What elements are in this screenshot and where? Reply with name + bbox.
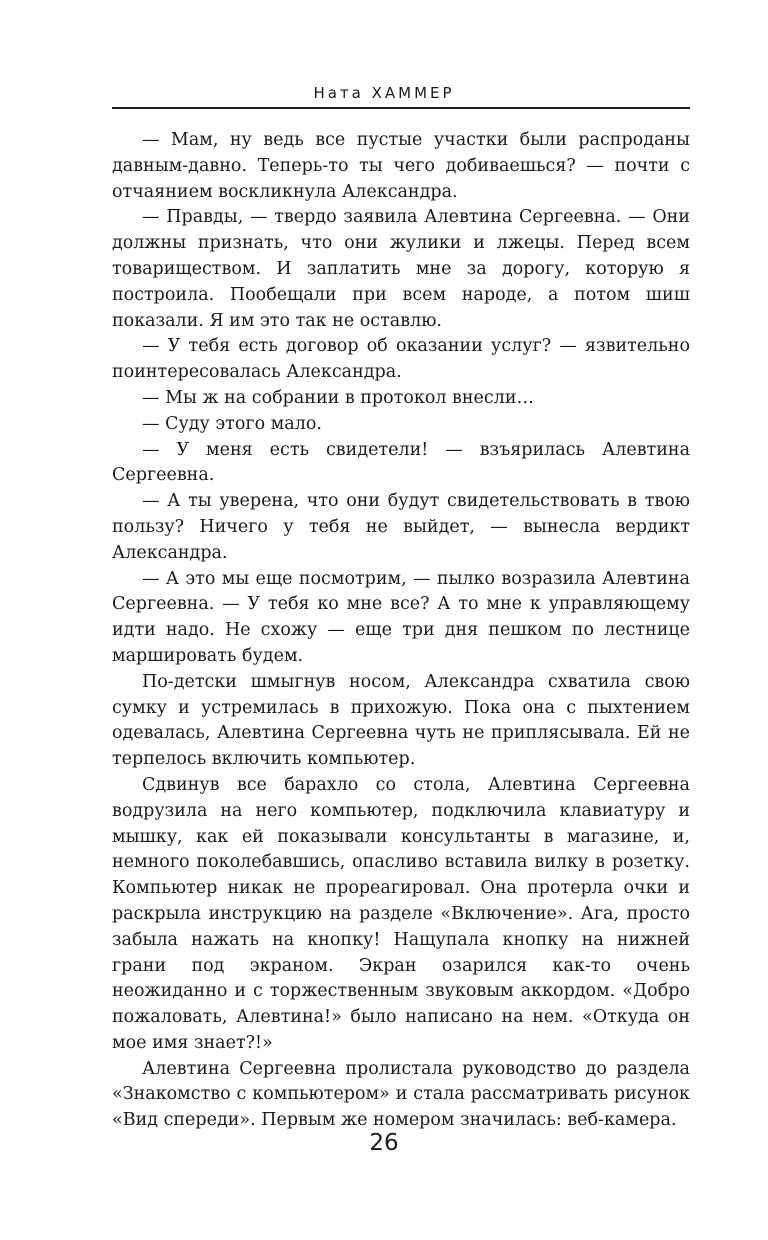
body-text <box>112 128 690 1134</box>
paragraph: По-детски шмыгнув носом, Александра схватила свою сумку и устремилась в прихожую. Пока она с пыхтением одевалась, Алевтина Сергеевна чуть не приплясывала. Ей не терпелось включить компьютер. <box>112 671 690 770</box>
paragraph: — А это мы еще посмотрим, — пылко возразила Алевтина Сергеевна. — У тебя ко мне все? А то мне к управляющему идти надо. Не схожу — еще три дня пешком по лестнице маршировать будем. <box>112 568 690 666</box>
paragraph: — Правды, — твердо заявила Алевтина Сергеевна. — Они должны признать, что они жулики и лжецы. Перед всем товариществом. И заплатить мне за дорогу, которую я построила. Пообещали при всем народе, а потом шиш показали. Я им это так не оставлю. <box>112 207 690 331</box>
paragraph: — У меня есть свидетели! — взъярилась Алевтина Сергеевна. <box>112 439 690 486</box>
header-rule <box>112 107 690 109</box>
paragraph: — А ты уверена, что они будут свидетельствовать в твою пользу? Ничего у тебя не выйдет, — вынесла вердикт Александра. <box>112 491 690 563</box>
paragraph: — Мам, ну ведь все пустые участки были распроданы давным-давно. Теперь-то ты чего добиваешься? — почти с отчаянием воскликнула Александра. <box>112 130 690 202</box>
paragraph: — У тебя есть договор об оказании услуг? — язвительно поинтересовалась Александра. <box>112 336 690 383</box>
running-head: Ната ХАММЕР <box>313 84 455 102</box>
paragraph: Алевтина Сергеевна пролистала руководство до раздела «Знакомство с компьютером» и стала рассматривать рисунок «Вид спереди». Первым же номером значилась: веб-камера. <box>112 1058 690 1131</box>
paragraph: — Мы ж на собрании в протокол внесли… <box>142 387 534 408</box>
paragraph: Сдвинув все барахло со стола, Алевтина Сергеевна водрузила на него компьютер, подключила клавиатуру и мышку, как ей показывали консультанты в магазине, и, немного поколебавшись, опасливо вставила вилку в розетку. Компьютер никак не прореагировал. Она протерла очки и раскрыла инструкцию на разделе «Включение». Ага, просто забыла нажать на кнопку! Нащупала кнопку на нижней грани под экраном. Экран озарился как-то очень неожиданно и с торжественным звуковым аккордом. «Добро пожаловать, Алевтина!» было написано на нем. «Откуда он мое имя знает?!» <box>112 774 690 1053</box>
page-number: 26 <box>369 1130 399 1156</box>
paragraph: — Суду этого мало. <box>142 413 322 434</box>
